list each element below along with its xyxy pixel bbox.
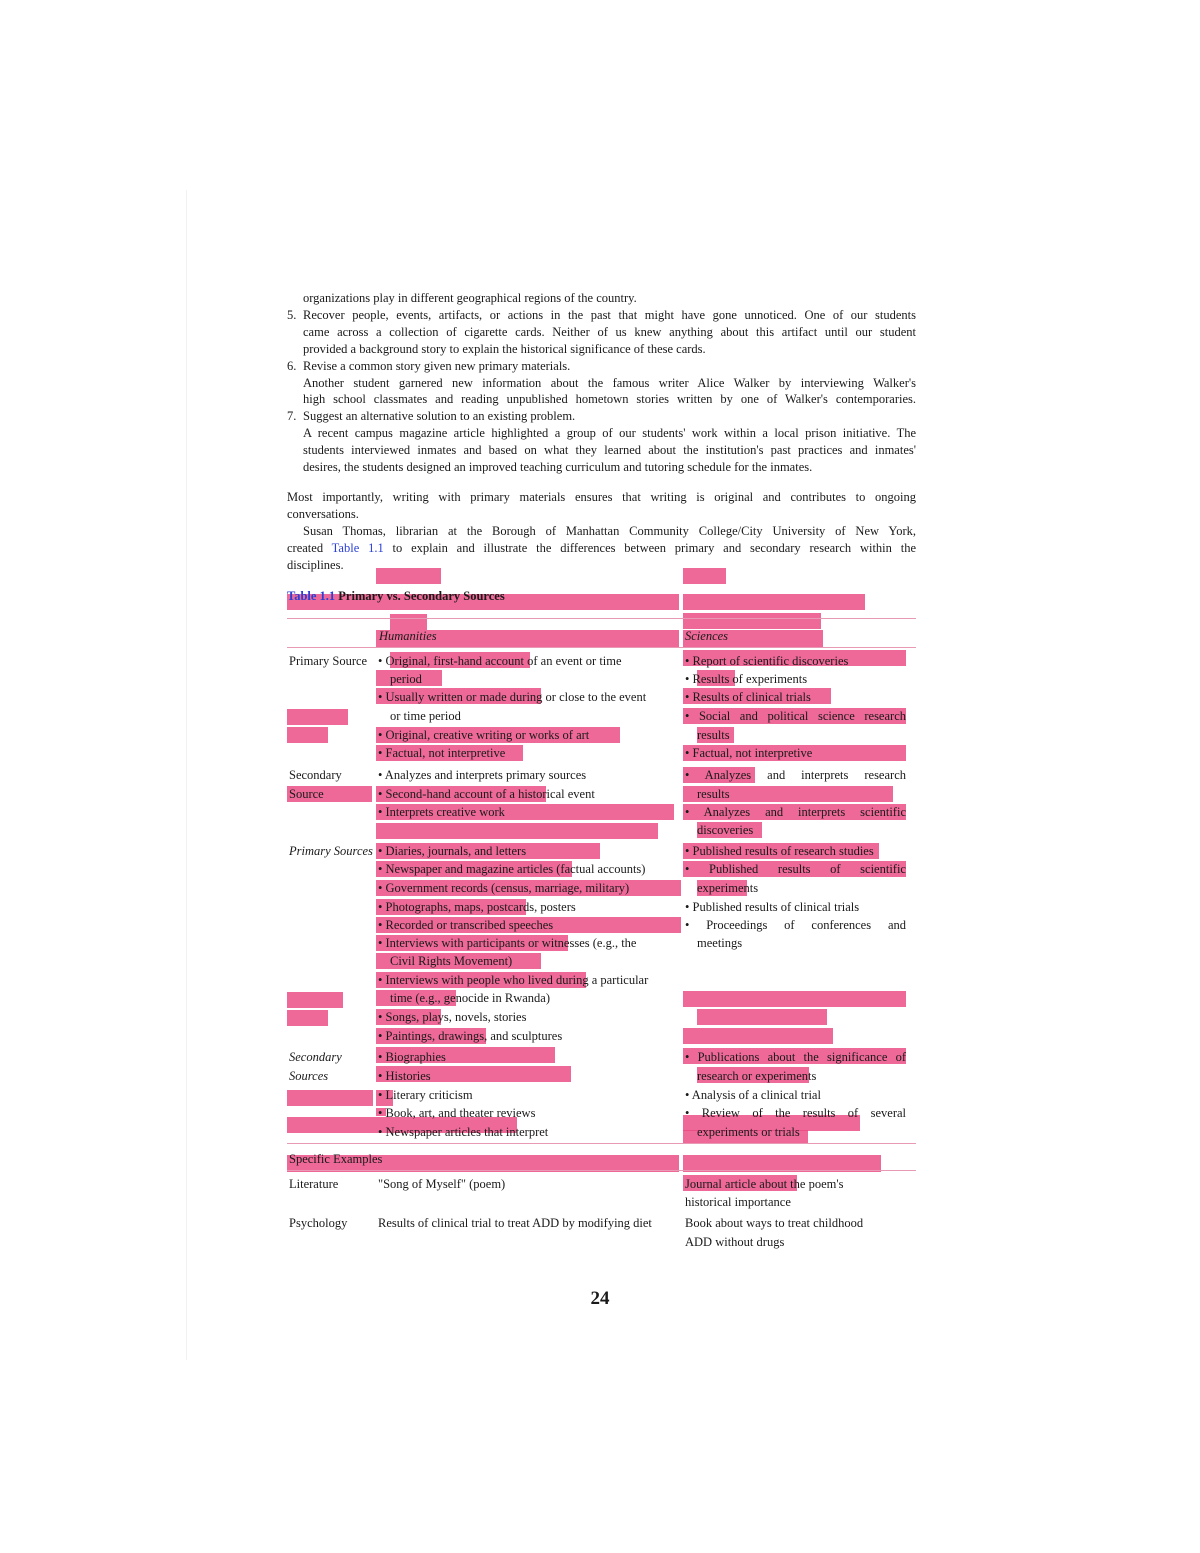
- humanities-primary-sources-item: • Newspaper and magazine articles (factual accounts): [378, 862, 646, 876]
- row-label-secondary-source: Secondary: [289, 768, 342, 782]
- humanities-secondary-sources-item: • Histories: [378, 1069, 431, 1083]
- humanities-secondary-sources-item: • Book, art, and theater reviews: [378, 1106, 536, 1120]
- row-label-secondary-sources: Sources: [289, 1069, 329, 1083]
- sciences-secondary-item: results: [697, 787, 730, 801]
- paragraph-line-with-link: created Table 1.1 to explain and illustrate the differences between primary and secondary research within the: [287, 541, 916, 555]
- row-label-primary-sources: Primary Sources: [289, 844, 373, 858]
- sciences-secondary-sources-item: • Analysis of a clinical trial: [685, 1088, 821, 1102]
- sciences-secondary-sources-item: • Publications about the significance of: [685, 1050, 906, 1064]
- humanities-primary-sources-item: • Recorded or transcribed speeches: [378, 918, 554, 932]
- table-caption-number[interactable]: Table 1.1: [287, 589, 336, 603]
- list-item-6-line: Revise a common story given new primary materials.: [303, 359, 571, 373]
- list-item-7-line: students interviewed inmates and based on what they learned about the institution's past practices and inmates': [303, 443, 916, 457]
- humanities-primary-item: • Original, first-hand account of an event or time: [378, 654, 622, 668]
- humanities-primary-sources-item: Civil Rights Movement): [390, 954, 513, 968]
- humanities-primary-sources-item: • Paintings, drawings, and sculptures: [378, 1029, 563, 1043]
- humanities-primary-sources-item: • Interviews with people who lived during a particular: [378, 973, 649, 987]
- highlight-box: [287, 992, 343, 1008]
- specific-examples-heading: Specific Examples: [289, 1152, 383, 1166]
- humanities-secondary-item: • Interprets creative work: [378, 805, 505, 819]
- sciences-primary-item: • Social and political science research: [685, 709, 906, 723]
- sciences-secondary-sources-item: experiments or trials: [697, 1125, 800, 1139]
- sciences-primary-sources-item: • Published results of research studies: [685, 844, 874, 858]
- highlight-box: [683, 991, 906, 1007]
- section-rule: [287, 1143, 916, 1144]
- sciences-primary-sources-item: • Published results of scientific: [685, 862, 906, 876]
- literature-sciences-example: historical importance: [685, 1195, 791, 1209]
- list-item-4-tail: organizations play in different geographical regions of the country.: [303, 291, 637, 305]
- humanities-primary-sources-item: • Diaries, journals, and letters: [378, 844, 527, 858]
- sciences-primary-sources-item: meetings: [697, 936, 743, 950]
- sciences-primary-item: results: [697, 728, 730, 742]
- humanities-primary-sources-item: time (e.g., genocide in Rwanda): [390, 991, 551, 1005]
- sciences-secondary-sources-item: research or experiments: [697, 1069, 817, 1083]
- humanities-primary-sources-item: • Photographs, maps, postcards, posters: [378, 900, 576, 914]
- psychology-sciences-example: ADD without drugs: [685, 1235, 785, 1249]
- sciences-primary-sources-item: • Proceedings of conferences and: [685, 918, 906, 932]
- list-item-5-line: came across a collection of cigarette cards. Neither of us knew anything about this artifact until our student: [303, 325, 916, 339]
- example-label-literature: Literature: [289, 1177, 339, 1191]
- highlight-box: [376, 823, 658, 839]
- list-item-6-line: Another student garnered new information about the famous writer Alice Walker by interviewing Walker's: [303, 376, 916, 390]
- sciences-secondary-item: • Analyzes and interprets research: [685, 768, 906, 782]
- table-1-1-link[interactable]: Table 1.1: [331, 541, 384, 555]
- humanities-primary-item: period: [390, 672, 422, 686]
- header-rule: [287, 647, 916, 648]
- psychology-sciences-example: Book about ways to treat childhood: [685, 1216, 864, 1230]
- list-number-6: 6.: [287, 359, 297, 373]
- humanities-primary-item: • Usually written or made during or close to the event: [378, 690, 647, 704]
- humanities-primary-item: • Factual, not interpretive: [378, 746, 506, 760]
- sciences-primary-item: • Factual, not interpretive: [685, 746, 813, 760]
- row-label-primary-source: Primary Source: [289, 654, 368, 668]
- list-item-5-line: Recover people, events, artifacts, or actions in the past that might have gone unnoticed. One of our students: [303, 308, 916, 322]
- humanities-secondary-sources-item: • Literary criticism: [378, 1088, 473, 1102]
- paragraph-line: Most importantly, writing with primary materials ensures that writing is original and contributes to ongoing: [287, 490, 916, 504]
- literature-sciences-example: Journal article about the poem's: [685, 1177, 844, 1191]
- humanities-primary-sources-item: • Government records (census, marriage, military): [378, 881, 630, 895]
- humanities-secondary-sources-item: • Biographies: [378, 1050, 446, 1064]
- paragraph-line: Susan Thomas, librarian at the Borough of Manhattan Community College/City University of New York,: [303, 524, 916, 538]
- list-item-6-line: high school classmates and reading unpublished hometown stories written by one of Walker's contemporaries.: [303, 392, 916, 406]
- humanities-secondary-item: • Analyzes and interprets primary sources: [378, 768, 587, 782]
- highlight-box: [287, 709, 348, 725]
- humanities-primary-item: • Original, creative writing or works of art: [378, 728, 590, 742]
- example-label-psychology: Psychology: [289, 1216, 348, 1230]
- highlight-box: [683, 1028, 833, 1044]
- humanities-primary-item: or time period: [390, 709, 461, 723]
- highlight-box: [697, 1009, 827, 1025]
- row-label-secondary-sources: Secondary: [289, 1050, 342, 1064]
- humanities-primary-sources-item: • Songs, plays, novels, stories: [378, 1010, 527, 1024]
- section-rule: [287, 1170, 916, 1171]
- humanities-secondary-sources-item: • Newspaper articles that interpret: [378, 1125, 549, 1139]
- sciences-secondary-item: • Analyzes and interprets scientific: [685, 805, 906, 819]
- sciences-primary-sources-item: experiments: [697, 881, 759, 895]
- sciences-primary-item: • Results of clinical trials: [685, 690, 811, 704]
- sciences-primary-item: • Report of scientific discoveries: [685, 654, 849, 668]
- column-header-humanities: Humanities: [379, 629, 437, 643]
- literature-humanities-example: "Song of Myself" (poem): [378, 1177, 506, 1191]
- column-header-sciences: Sciences: [685, 629, 729, 643]
- highlight-box: [683, 568, 726, 584]
- row-label-secondary-source: Source: [289, 787, 324, 801]
- highlight-box: [287, 1090, 373, 1106]
- highlight-box: [376, 568, 441, 584]
- paragraph-line: conversations.: [287, 507, 359, 521]
- table-caption: Table 1.1 Primary vs. Secondary Sources: [287, 589, 505, 603]
- humanities-secondary-item: • Second-hand account of a historical event: [378, 787, 595, 801]
- sciences-primary-item: • Results of experiments: [685, 672, 808, 686]
- list-item-7-line: A recent campus magazine article highlighted a group of our students' work within a local prison initiative. The: [303, 426, 916, 440]
- page-number: 24: [590, 1288, 610, 1309]
- table-top-rule: [287, 618, 916, 619]
- humanities-primary-sources-item: • Interviews with participants or witnesses (e.g., the: [378, 936, 637, 950]
- sciences-secondary-item: discoveries: [697, 823, 754, 837]
- highlight-box: [683, 594, 865, 610]
- paragraph-line: disciplines.: [287, 558, 344, 572]
- list-number-5: 5.: [287, 308, 297, 322]
- list-item-7-line: desires, the students designed an improved teaching curriculum and tutoring schedule for the inmates.: [303, 460, 813, 474]
- sciences-primary-sources-item: • Published results of clinical trials: [685, 900, 860, 914]
- sciences-secondary-sources-item: • Review of the results of several: [685, 1106, 906, 1120]
- highlight-box: [287, 1010, 328, 1026]
- list-number-7: 7.: [287, 409, 297, 423]
- psychology-humanities-example: Results of clinical trial to treat ADD by modifying diet: [378, 1216, 652, 1230]
- list-item-7-line: Suggest an alternative solution to an existing problem.: [303, 409, 576, 423]
- list-item-5-line: provided a background story to explain the historical significance of these cards.: [303, 342, 706, 356]
- highlight-box: [287, 727, 328, 743]
